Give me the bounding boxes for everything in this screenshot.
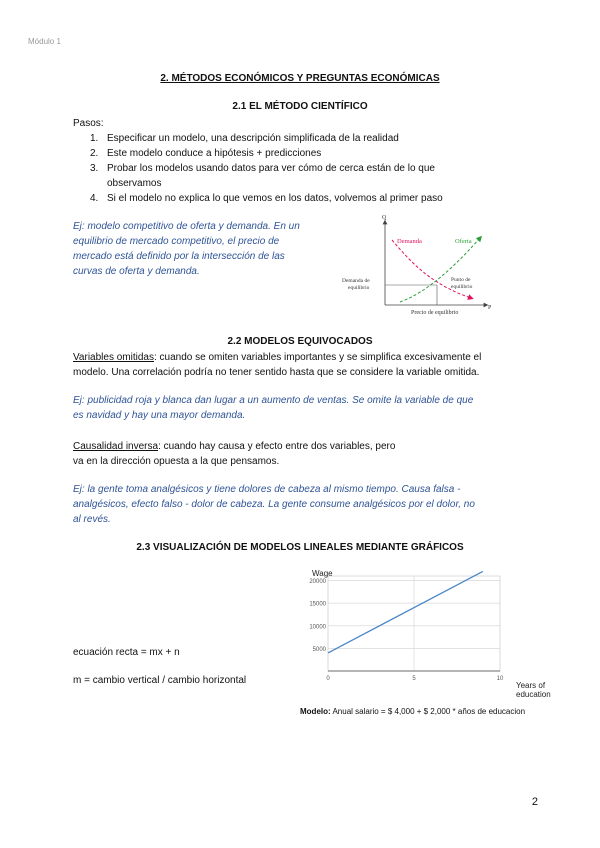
page-header: Módulo 1 (28, 37, 61, 46)
wage-chart (290, 564, 558, 704)
demand-eq-label-2: equilibrio (348, 285, 370, 291)
example-painkillers: Ej: la gente toma analgésicos y tiene dolores de cabeza al mismo tiempo. Causa falsa - analgésicos, efecto falso - dolor de cabeza. La gente consume analgésicos por el dolor, no al revés. (73, 484, 475, 525)
example-advertising: Ej: publicidad roja y blanca dan lugar a un aumento de ventas. Se omite la variable de que es navidad y hay una mayor demanda. (73, 395, 474, 421)
reverse-causality-para: Causalidad inversa: cuando hay causa y efecto entre dos variables, pero va en la dirección opuesta a la que pensamos. (73, 441, 396, 467)
example-supply-demand: Ej: modelo competitivo de oferta y demanda. En un equilibrio de mercado competitivo, el precio de mercado está definido por la intersección de las curvas de oferta y demanda. (73, 221, 300, 277)
y-axis-label: Q (382, 215, 387, 221)
pasos-label: Pasos: (73, 118, 104, 129)
y-tick-label: 10000 (309, 624, 326, 631)
x-tick-label: 5 (412, 676, 416, 682)
wage-series-line (328, 571, 483, 652)
step-item: 4. Si el modelo no explica lo que vemos en los datos, volvemos al primer paso (90, 193, 443, 204)
section-2-1-heading: 2.1 EL MÉTODO CIENTÍFICO (232, 101, 368, 112)
step-item: 2. Este modelo conduce a hipótesis + predicciones (90, 148, 322, 159)
eq-point-label-1: Punto de (451, 277, 471, 283)
step-item: observamos (107, 178, 162, 189)
reverse-causality-term: Causalidad inversa (73, 441, 159, 452)
supply-label: Oferta (455, 238, 472, 245)
x-axis-label: P (488, 305, 492, 311)
chart-x-label: Years of (516, 681, 546, 690)
supply-demand-diagram (338, 210, 498, 318)
page-number: 2 (531, 796, 538, 808)
eq-point-label-2: equilibrio (451, 284, 473, 290)
section-2-2-heading: 2.2 MODELOS EQUIVOCADOS (227, 336, 373, 347)
section-2-3-heading: 2.3 VISUALIZACIÓN DE MODELOS LINEALES MEDIANTE GRÁFICOS (136, 542, 464, 553)
slope-definition: m = cambio vertical / cambio horizontal (73, 675, 247, 686)
x-tick-label: 0 (326, 676, 330, 682)
chart-x-label-line2: education (516, 690, 551, 699)
y-tick-label: 15000 (309, 601, 326, 608)
step-item: 3. Probar los modelos usando datos para ver cómo de cerca están de lo que (90, 163, 435, 174)
demand-label: Demanda (397, 238, 422, 245)
eq-price-label: Precio de equilibrio (411, 310, 459, 316)
line-equation: ecuación recta = mx + n (73, 647, 180, 658)
steps-list (90, 131, 443, 206)
model-caption: Modelo: Anual salario = $ 4,000 + $ 2,000 * años de educacion (300, 707, 526, 716)
page-title: 2. MÉTODOS ECONÓMICOS Y PREGUNTAS ECONÓMICAS (160, 73, 440, 84)
chart-y-label: Wage (312, 569, 333, 578)
omitted-variables-term: Variables omitidas (73, 352, 154, 363)
x-tick-label: 10 (496, 676, 504, 682)
demand-eq-label-1: Demanda de (342, 278, 370, 284)
step-item: 1. Especificar un modelo, una descripción simplificada de la realidad (90, 133, 399, 144)
y-tick-label: 5000 (312, 646, 326, 653)
y-tick-label: 20000 (309, 579, 326, 586)
supply-curve (400, 238, 480, 302)
omitted-variables-para: Variables omitidas: cuando se omiten variables importantes y se simplifica excesivamente el modelo. Una correlación podría no tener sentido hasta que se considere la variable omitida. (73, 352, 482, 378)
